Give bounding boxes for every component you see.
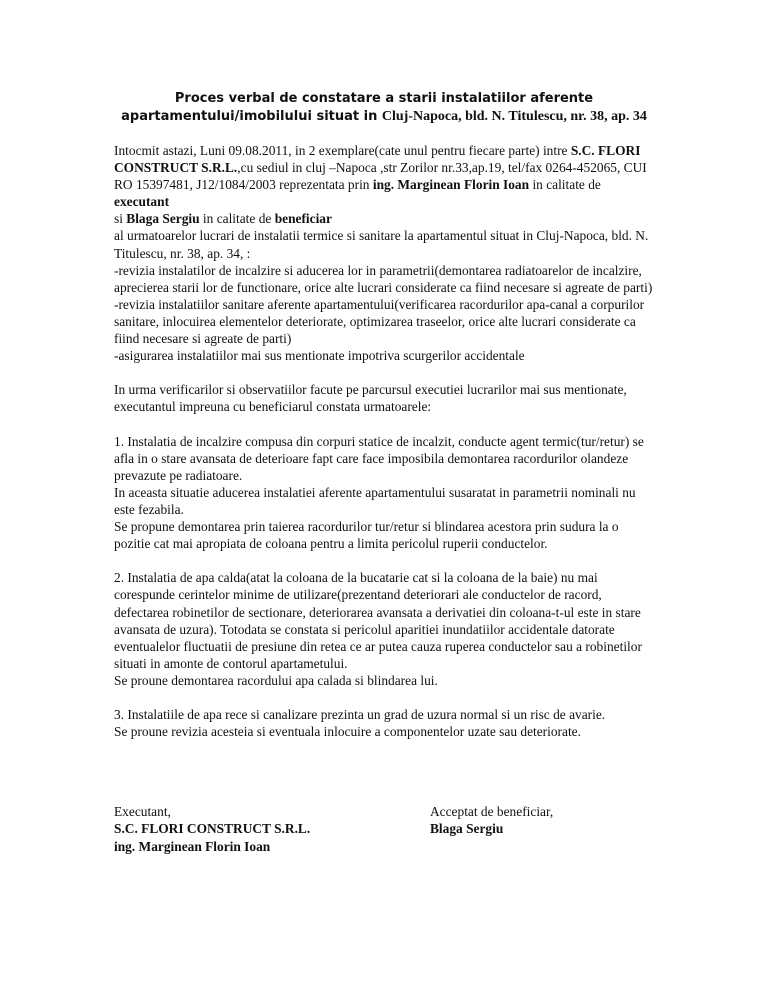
finding-3-proposal: Se proune revizia acesteia si eventuala inlocuire a componentelor uzate sau deteriorate. [114,724,581,740]
intro-text-4: in calitate de [199,211,275,227]
intro-paragraph [114,142,654,210]
spacer [114,689,654,706]
spacer [114,364,654,381]
finding-3-text: 3. Instalatiile de apa rece si canalizare prezinta un grad de uzura normal si un risc de avarie. [114,707,606,723]
spacer [114,552,654,569]
company-name: S.C. FLORI CONSTRUCT S.R.L. [114,143,641,176]
intro-text-2: ,cu sediul in cluj –Napoca ,str Zorilor nr.33,ap.19, tel/fax 0264-452065, CUI RO 15397481, J12/1084/2003 reprezentata prin [114,160,647,193]
beneficiary-label: Acceptat de beneficiar, [430,804,554,819]
intro-text-3: in calitate de [529,177,601,193]
title-subject: apartamentului/imobilului situat in [121,109,382,124]
title-line-2 [96,108,672,126]
finding-1-situation: In aceasta situatie aducerea instalatiei aferente apartamentului susaratat in parametrii nominali nu este fezabila. [114,484,636,517]
finding-2-proposal: Se proune demontarea racordului apa calada si blindarea lui. [114,672,438,688]
executant-person: ing. Marginean Florin Ioan [114,838,271,854]
finding-2-text: 2. Instalatia de apa calda(atat la coloana de la bucatarie cat si la coloana de la baie) nu mai corespunde cerintelor minime de utilizare(prezentand deteriorari ale conductelor de racord, defectarea robinetilor de sectionare, deteriorarea avansata a derivatiei din coloana-t-ul este in stare avansata de uzura). Totodata se constata si pericolul aparitiei inundatiilor accidentale datorate eventualelor fluctuatii de presiune din retea ce ar putea cauza ruperea conductelor sau a robinetilor situati in amonte de contorul apartametului. [114,570,642,671]
beneficiary-line [114,210,654,227]
document-title [96,90,672,126]
representative-name: ing. Marginean Florin Ioan [372,177,530,193]
works-item-2: -revizia instalatiilor sanitare aferente apartamentului(verificarea racordurilor apa-canal a corpurilor sanitare, inlocuirea elementelor deteriorate, optimizarea traseelor, orice alte lucrari considerate ca fiind necesare si agreate de parti) [114,296,645,347]
document-body [114,142,654,740]
executant-label: Executant, [114,804,171,819]
finding-1-proposal: Se propune demontarea prin taierea racordurilor tur/retur si blindarea acestora prin sudura la o pozitie cat mai apropiata de coloana pentru a limita pericolul ruperii conductelor. [114,519,619,552]
beneficiary-name: Blaga Sergiu [126,211,200,227]
title-location: Cluj-Napoca, bld. N. Titulescu, nr. 38, ap. 34 [381,109,647,124]
role-executant: executant [114,194,170,210]
beneficiary-signature-block [430,803,553,838]
executant-company: S.C. FLORI CONSTRUCT S.R.L. [114,821,311,837]
works-item-3: -asigurarea instalatiilor mai sus mentionate impotriva scurgerilor accidentale [114,348,525,364]
spacer [114,416,654,433]
findings-intro: In urma verificarilor si observatiilor facute pe parcursul executiei lucrarilor mai sus mentionate, executantul impreuna cu beneficiarul constata urmatoarele: [114,382,627,415]
intro-text-1: Intocmit astazi, Luni 09.08.2011, in 2 exemplare(cate unul pentru fiecare parte) intre [114,143,571,158]
intro-si: si [114,211,127,227]
title-line-1: Proces verbal de constatare a starii instalatiilor aferente [174,91,594,106]
beneficiary-signatory: Blaga Sergiu [430,821,504,837]
executant-signature-block [114,803,310,855]
role-beneficiar: beneficiar [274,211,332,227]
works-item-1: -revizia instalatilor de incalzire si aducerea lor in parametrii(demontarea radiatoarelor de incalzire, aprecierea starii lor de functionare, orice alte lucrari considerate ca fiind necesare si agreate de parti) [114,262,653,295]
works-intro: al urmatoarelor lucrari de instalatii termice si sanitare la apartamentul situat in Cluj-Napoca, bld. N. Titulescu, nr. 38, ap. 34, : [114,228,649,261]
finding-1-text: 1. Instalatia de incalzire compusa din corpuri statice de incalzit, conducte agent termic(tur/retur) se afla in o stare avansata de deterioare fapt care face imposibila demontarea racordurilor olandeze prevazute pe radiatoare. [114,433,644,483]
